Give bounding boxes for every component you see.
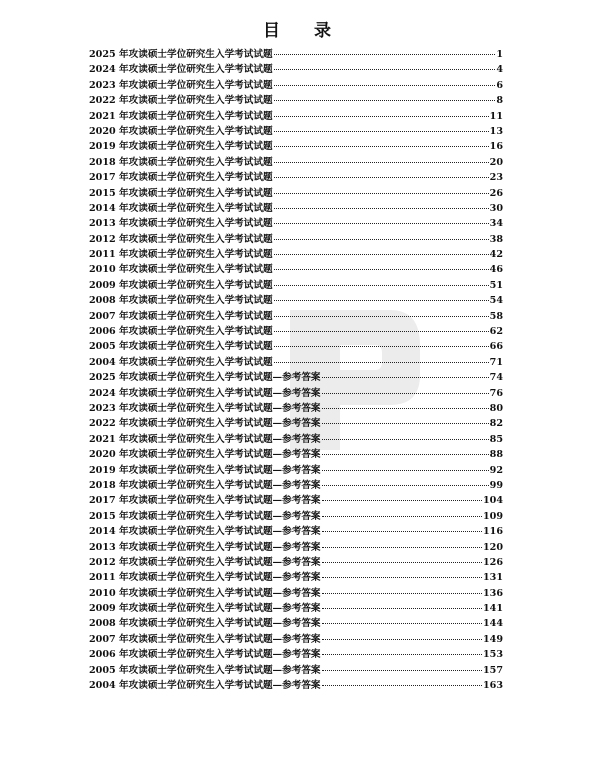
dot-leader — [274, 131, 489, 132]
toc-entry[interactable] — [89, 386, 503, 401]
toc-entry-page-number: 26 — [489, 187, 503, 199]
toc-entry-label: 2025 年攻读硕士学位研究生入学考试试题—参考答案 — [89, 372, 321, 384]
toc-entry[interactable] — [89, 632, 503, 647]
toc-entry-label: 2004 年攻读硕士学位研究生入学考试试题 — [89, 356, 273, 368]
toc-entry[interactable] — [89, 432, 503, 447]
toc-entry-label: 2018 年攻读硕士学位研究生入学考试试题 — [89, 156, 273, 168]
toc-entry-label: 2020 年攻读硕士学位研究生入学考试试题 — [89, 125, 273, 137]
toc-entry[interactable] — [89, 678, 503, 693]
dot-leader — [274, 177, 489, 178]
toc-entry-label: 2023 年攻读硕士学位研究生入学考试试题—参考答案 — [89, 402, 321, 414]
toc-entry-page-number: 11 — [489, 110, 503, 122]
toc-entry-page-number: 109 — [482, 510, 503, 522]
toc-entry-page-number: 71 — [489, 356, 503, 368]
toc-entry-label: 2010 年攻读硕士学位研究生入学考试试题—参考答案 — [89, 587, 321, 599]
toc-entry-label: 2006 年攻读硕士学位研究生入学考试试题—参考答案 — [89, 649, 321, 661]
toc-entry[interactable] — [89, 616, 503, 631]
dot-leader — [274, 285, 489, 286]
toc-entry[interactable] — [89, 78, 503, 93]
toc-entry[interactable] — [89, 493, 503, 508]
toc-entry-page-number: 85 — [489, 433, 503, 445]
toc-entry[interactable] — [89, 463, 503, 478]
toc-entry-page-number: 58 — [489, 310, 503, 322]
toc-entry[interactable] — [89, 339, 503, 354]
dot-leader — [322, 408, 489, 409]
toc-entry-label: 2013 年攻读硕士学位研究生入学考试试题—参考答案 — [89, 541, 321, 553]
toc-entry-page-number: 4 — [496, 64, 503, 76]
toc-entry-page-number: 99 — [489, 479, 503, 491]
dot-leader — [322, 593, 482, 594]
dot-leader — [274, 316, 489, 317]
dot-leader — [322, 670, 482, 671]
toc-entry-page-number: 141 — [482, 603, 503, 615]
toc-entry-label: 2022 年攻读硕士学位研究生入学考试试题 — [89, 95, 273, 107]
toc-entry-label: 2008 年攻读硕士学位研究生入学考试试题 — [89, 295, 273, 307]
dot-leader — [274, 239, 489, 240]
toc-entry[interactable] — [89, 201, 503, 216]
dot-leader — [322, 608, 482, 609]
dot-leader — [274, 116, 489, 117]
toc-entry[interactable] — [89, 278, 503, 293]
dot-leader — [322, 531, 482, 532]
toc-entry[interactable] — [89, 601, 503, 616]
toc-entry-label: 2006 年攻读硕士学位研究生入学考试试题 — [89, 326, 273, 338]
toc-entry-page-number: 6 — [496, 79, 503, 91]
toc-entry[interactable] — [89, 247, 503, 262]
dot-leader — [322, 423, 489, 424]
dot-leader — [274, 208, 489, 209]
toc-entry-label: 2018 年攻读硕士学位研究生入学考试试题—参考答案 — [89, 479, 321, 491]
toc-entry-label: 2015 年攻读硕士学位研究生入学考试试题—参考答案 — [89, 510, 321, 522]
dot-leader — [274, 100, 496, 101]
toc-entry-label: 2005 年攻读硕士学位研究生入学考试试题—参考答案 — [89, 664, 321, 676]
toc-entry-label: 2017 年攻读硕士学位研究生入学考试试题 — [89, 172, 273, 184]
toc-entry-page-number: 104 — [482, 495, 503, 507]
toc-entry[interactable] — [89, 647, 503, 662]
dot-leader — [322, 500, 482, 501]
toc-entry-page-number: 163 — [482, 680, 503, 692]
toc-entry-page-number: 42 — [489, 249, 503, 261]
toc-entry-page-number: 62 — [489, 326, 503, 338]
toc-entry[interactable] — [89, 109, 503, 124]
toc-entry[interactable] — [89, 232, 503, 247]
toc-entry-label: 2023 年攻读硕士学位研究生入学考试试题 — [89, 79, 273, 91]
toc-entry[interactable] — [89, 540, 503, 555]
toc-entry[interactable] — [89, 324, 503, 339]
toc-entry[interactable] — [89, 555, 503, 570]
toc-entry-page-number: 16 — [489, 141, 503, 153]
toc-entry[interactable] — [89, 355, 503, 370]
toc-entry-label: 2011 年攻读硕士学位研究生入学考试试题—参考答案 — [89, 572, 321, 584]
toc-entry-label: 2007 年攻读硕士学位研究生入学考试试题 — [89, 310, 273, 322]
dot-leader — [322, 562, 482, 563]
dot-leader — [322, 485, 489, 486]
toc-entry-page-number: 88 — [489, 449, 503, 461]
toc-entry-label: 2014 年攻读硕士学位研究生入学考试试题 — [89, 202, 273, 214]
toc-entry-label: 2011 年攻读硕士学位研究生入学考试试题 — [89, 249, 273, 261]
toc-entry[interactable] — [89, 663, 503, 678]
toc-entry-label: 2004 年攻读硕士学位研究生入学考试试题—参考答案 — [89, 680, 321, 692]
toc-entry-label: 2010 年攻读硕士学位研究生入学考试试题 — [89, 264, 273, 276]
toc-entry-page-number: 149 — [482, 633, 503, 645]
toc-entry-label: 2007 年攻读硕士学位研究生入学考试试题—参考答案 — [89, 633, 321, 645]
toc-entry[interactable] — [89, 93, 503, 108]
toc-entry[interactable] — [89, 262, 503, 277]
toc-entry-page-number: 13 — [489, 125, 503, 137]
toc-entry-page-number: 23 — [489, 172, 503, 184]
toc-entry-page-number: 157 — [482, 664, 503, 676]
toc-entry[interactable] — [89, 570, 503, 585]
toc-entry-page-number: 82 — [489, 418, 503, 430]
toc-entry-label: 2008 年攻读硕士学位研究生入学考试试题—参考答案 — [89, 618, 321, 630]
dot-leader — [322, 654, 482, 655]
toc-entry-page-number: 1 — [496, 49, 503, 60]
toc-entry[interactable] — [89, 586, 503, 601]
toc-entry[interactable] — [89, 447, 503, 462]
toc-entry[interactable] — [89, 309, 503, 324]
dot-leader — [274, 300, 489, 301]
toc-entry-label: 2012 年攻读硕士学位研究生入学考试试题—参考答案 — [89, 556, 321, 568]
toc-entry[interactable] — [89, 170, 503, 185]
toc-entry[interactable] — [89, 47, 503, 62]
toc-entry-label: 2014 年攻读硕士学位研究生入学考试试题—参考答案 — [89, 526, 321, 538]
toc-entry[interactable] — [89, 62, 503, 77]
toc-list — [89, 47, 503, 693]
toc-entry-page-number: 131 — [482, 572, 503, 584]
toc-entry-label: 2020 年攻读硕士学位研究生入学考试试题—参考答案 — [89, 449, 321, 461]
toc-entry-page-number: 80 — [489, 402, 503, 414]
toc-entry-page-number: 20 — [489, 156, 503, 168]
toc-entry[interactable] — [89, 293, 503, 308]
toc-entry-label: 2019 年攻读硕士学位研究生入学考试试题 — [89, 141, 273, 153]
dot-leader — [274, 223, 489, 224]
toc-entry-label: 2017 年攻读硕士学位研究生入学考试试题—参考答案 — [89, 495, 321, 507]
dot-leader — [274, 331, 489, 332]
toc-entry-label: 2024 年攻读硕士学位研究生入学考试试题—参考答案 — [89, 387, 321, 399]
toc-entry[interactable] — [89, 370, 503, 385]
toc-entry-page-number: 136 — [482, 587, 503, 599]
toc-entry-label: 2024 年攻读硕士学位研究生入学考试试题 — [89, 64, 273, 76]
toc-entry-page-number: 8 — [496, 95, 503, 107]
toc-entry-page-number: 66 — [489, 341, 503, 353]
dot-leader — [322, 685, 482, 686]
toc-entry[interactable] — [89, 509, 503, 524]
toc-entry-label: 2015 年攻读硕士学位研究生入学考试试题 — [89, 187, 273, 199]
toc-entry-page-number: 51 — [489, 279, 503, 291]
dot-leader — [322, 439, 489, 440]
toc-entry-page-number: 46 — [489, 264, 503, 276]
dot-leader — [322, 623, 482, 624]
dot-leader — [274, 362, 489, 363]
dot-leader — [274, 346, 489, 347]
toc-entry-page-number: 38 — [489, 233, 503, 245]
toc-entry-page-number: 116 — [482, 526, 503, 538]
toc-entry-label: 2009 年攻读硕士学位研究生入学考试试题 — [89, 279, 273, 291]
toc-entry-label: 2021 年攻读硕士学位研究生入学考试试题 — [89, 110, 273, 122]
toc-entry-page-number: 76 — [489, 387, 503, 399]
toc-entry[interactable] — [89, 524, 503, 539]
toc-entry[interactable] — [89, 416, 503, 431]
toc-entry[interactable] — [89, 478, 503, 493]
toc-entry-label: 2021 年攻读硕士学位研究生入学考试试题—参考答案 — [89, 433, 321, 445]
dot-leader — [274, 193, 489, 194]
toc-entry-page-number: 126 — [482, 556, 503, 568]
dot-leader — [274, 146, 489, 147]
dot-leader — [322, 547, 482, 548]
toc-entry-page-number: 92 — [489, 464, 503, 476]
toc-entry-page-number: 54 — [489, 295, 503, 307]
toc-entry-label: 2005 年攻读硕士学位研究生入学考试试题 — [89, 341, 273, 353]
dot-leader — [322, 393, 489, 394]
toc-entry-label: 2009 年攻读硕士学位研究生入学考试试题—参考答案 — [89, 603, 321, 615]
dot-leader — [322, 516, 482, 517]
dot-leader — [322, 577, 482, 578]
toc-entry-label: 2013 年攻读硕士学位研究生入学考试试题 — [89, 218, 273, 230]
toc-entry-label: 2022 年攻读硕士学位研究生入学考试试题—参考答案 — [89, 418, 321, 430]
dot-leader — [274, 85, 496, 86]
toc-entry-page-number: 153 — [482, 649, 503, 661]
toc-entry-label: 2019 年攻读硕士学位研究生入学考试试题—参考答案 — [89, 464, 321, 476]
toc-entry-page-number: 144 — [482, 618, 503, 630]
toc-entry-label: 2012 年攻读硕士学位研究生入学考试试题 — [89, 233, 273, 245]
dot-leader — [274, 54, 496, 55]
toc-entry[interactable] — [89, 401, 503, 416]
toc-entry[interactable] — [89, 155, 503, 170]
dot-leader — [274, 162, 489, 163]
dot-leader — [322, 639, 482, 640]
dot-leader — [274, 254, 489, 255]
dot-leader — [322, 470, 489, 471]
toc-entry[interactable] — [89, 139, 503, 154]
dot-leader — [322, 377, 489, 378]
page-title: 目 录 — [263, 21, 345, 41]
toc-entry-page-number: 34 — [489, 218, 503, 230]
toc-entry-page-number: 120 — [482, 541, 503, 553]
toc-entry[interactable] — [89, 216, 503, 231]
toc-entry-label: 2025 年攻读硕士学位研究生入学考试试题 — [89, 49, 273, 60]
toc-entry[interactable] — [89, 124, 503, 139]
toc-entry-page-number: 30 — [489, 202, 503, 214]
toc-entry-page-number: 74 — [489, 372, 503, 384]
dot-leader — [274, 69, 496, 70]
toc-entry[interactable] — [89, 186, 503, 201]
dot-leader — [322, 454, 489, 455]
dot-leader — [274, 269, 489, 270]
